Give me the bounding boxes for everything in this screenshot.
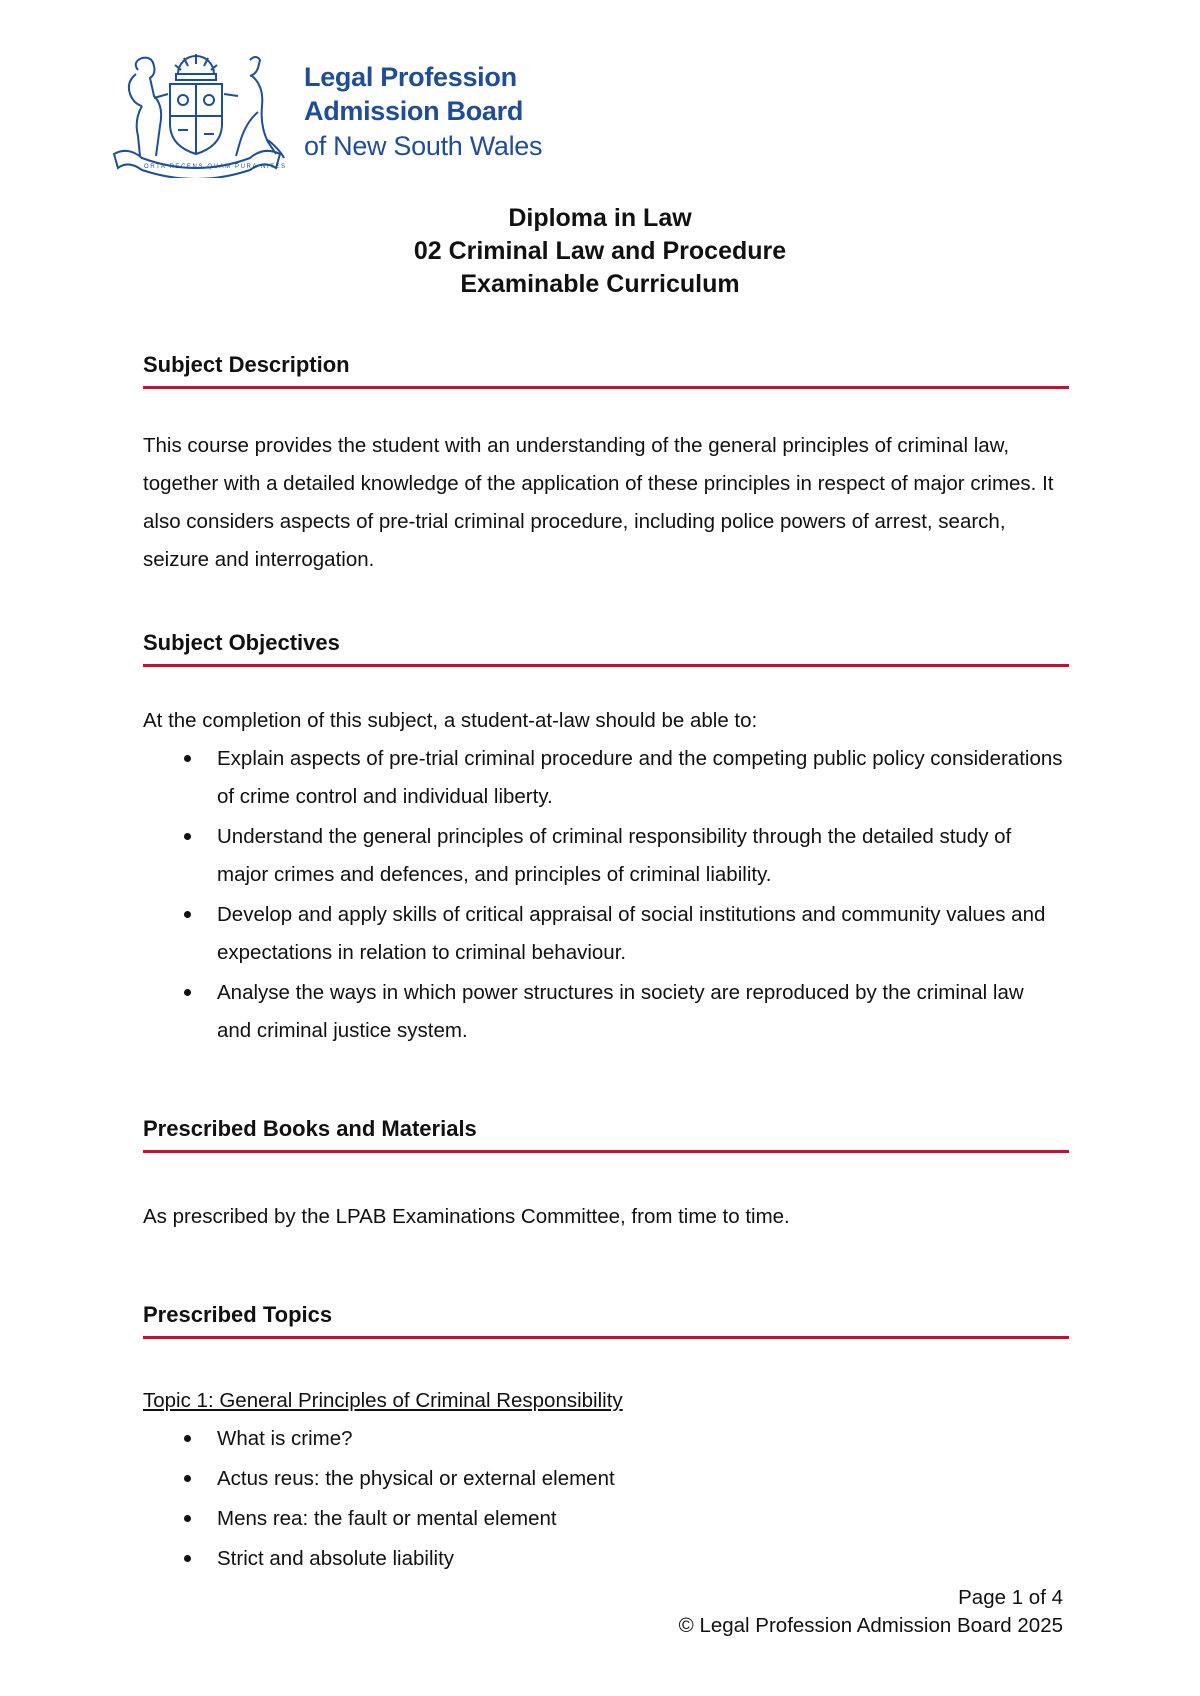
nsw-coat-of-arms-icon (108, 50, 288, 178)
books-text: As prescribed by the LPAB Examinations Committee, from time to time. (143, 1205, 790, 1228)
bullet-icon (184, 755, 191, 762)
org-name-line3: of New South Wales (304, 131, 543, 161)
page-footer (679, 1584, 1063, 1640)
page-number: Page 1 of 4 (958, 1586, 1063, 1609)
bullet-icon (184, 1555, 191, 1562)
header-logo (108, 50, 568, 180)
list-item (143, 1420, 1063, 1458)
list-item (143, 1540, 1063, 1578)
list-item-text: What is crime? (217, 1427, 353, 1450)
svg-text:ORTA RECENS QUAM PURA NITES: ORTA RECENS QUAM PURA NITES (144, 164, 287, 170)
bullet-icon (184, 1515, 191, 1522)
list-item-text: Strict and absolute liability (217, 1547, 455, 1570)
list-item-text: Understand the general principles of criminal responsibility through the detailed study of major crimes and defences, and principles of criminal liability. (217, 825, 1012, 886)
title-line3: Examinable Curriculum (460, 270, 740, 298)
list-item (143, 740, 1063, 816)
copyright-notice: © Legal Profession Admission Board 2025 (678, 1614, 1063, 1637)
topic-1-title: Topic 1: General Principles of Criminal Responsibility (143, 1389, 623, 1412)
org-name-line2: Admission Board (304, 96, 524, 126)
list-item-text: Explain aspects of pre-trial criminal procedure and the competing public policy considerations of crime control and individual liberty. (217, 747, 1063, 808)
bullet-icon (184, 1435, 191, 1442)
bullet-icon (184, 833, 191, 840)
bullet-icon (184, 1475, 191, 1482)
objectives-intro: At the completion of this subject, a student-at-law should be able to: (143, 709, 758, 732)
org-name-line1: Legal Profession (304, 62, 517, 92)
title-line2: 02 Criminal Law and Procedure (413, 237, 787, 265)
list-item (143, 974, 1063, 1050)
list-item (143, 1500, 1063, 1538)
title-line1: Diploma in Law (508, 204, 692, 232)
list-item-text: Mens rea: the fault or mental element (217, 1507, 557, 1530)
list-item-text: Actus reus: the physical or external element (217, 1467, 615, 1490)
section-heading-objectives: Subject Objectives (143, 630, 1069, 667)
list-item-text: Develop and apply skills of critical appraisal of social institutions and community values and expectations in relation to criminal behaviour. (217, 903, 1046, 964)
bullet-icon (184, 911, 191, 918)
section-heading-description: Subject Description (143, 352, 1069, 389)
topic-1-list (143, 1420, 1063, 1580)
list-item (143, 896, 1063, 972)
section-heading-topics: Prescribed Topics (143, 1302, 1069, 1339)
list-item (143, 818, 1063, 894)
bullet-icon (184, 989, 191, 996)
list-item-text: Analyse the ways in which power structures in society are reproduced by the criminal law and criminal justice system. (217, 981, 1024, 1042)
objectives-list (143, 740, 1063, 1052)
list-item (143, 1460, 1063, 1498)
description-text: This course provides the student with an understanding of the general principles of criminal law, together with a detailed knowledge of the application of these principles in respect of major crimes. It also considers aspects of pre-trial criminal procedure, including police powers of arrest, search, seizure and interrogation. (143, 434, 1054, 571)
document-title (0, 202, 1200, 301)
section-heading-books: Prescribed Books and Materials (143, 1116, 1069, 1153)
org-name (304, 60, 542, 164)
